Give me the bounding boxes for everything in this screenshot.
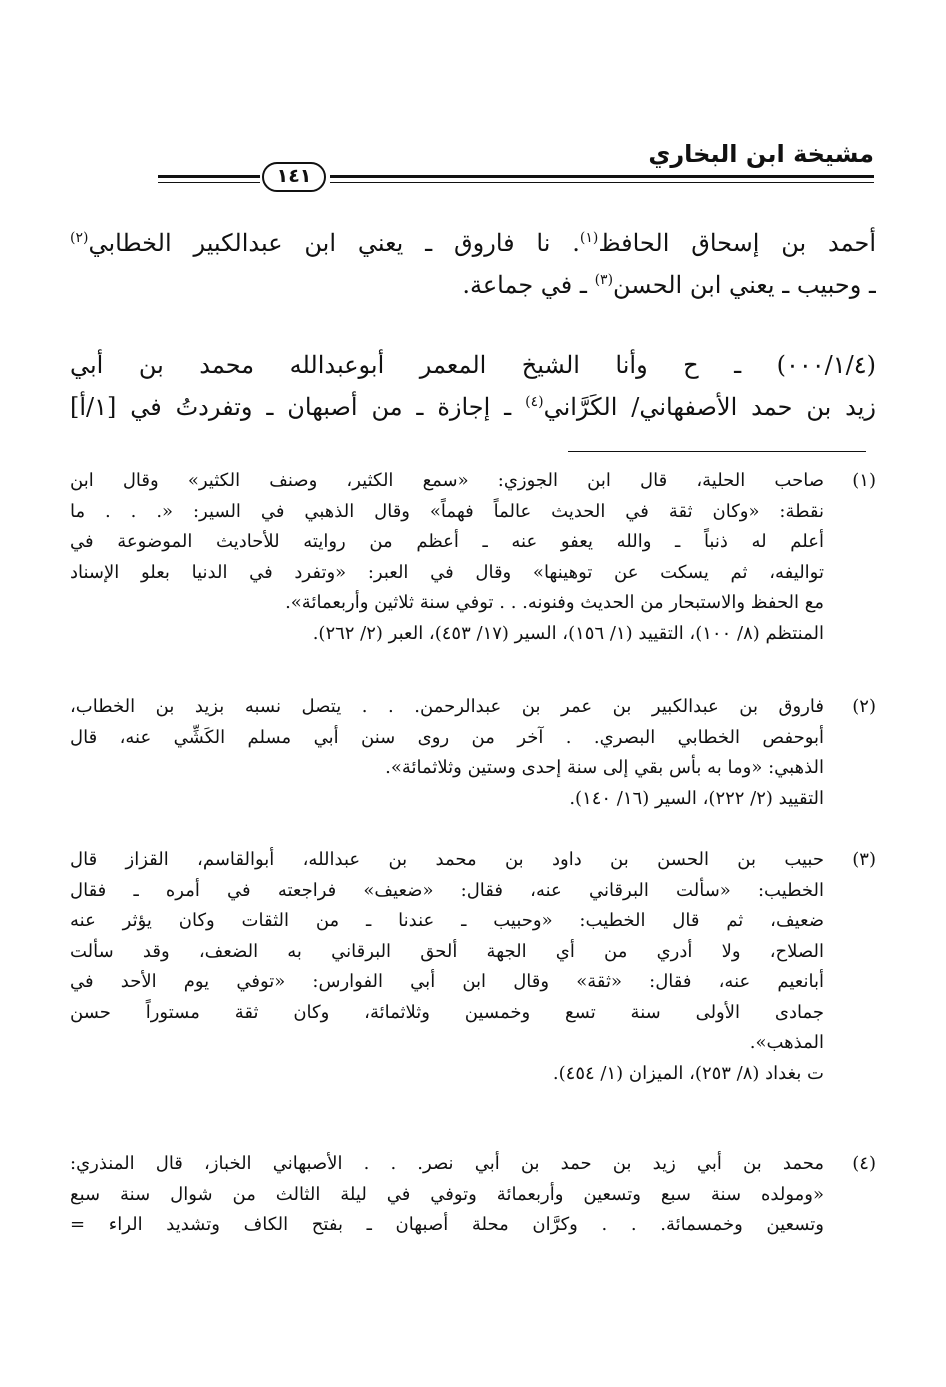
main-line [70, 264, 876, 306]
footnote-line: حبيب بن الحسن بن داود بن محمد بن عبدالله، أبوالقاسم، القزاز قال [70, 849, 824, 870]
footnote-line: المذهب». [749, 1032, 824, 1053]
footnote-line: وتسعين وخمسمائة. . . وكرَّان محلة أصبهان ـ بفتح الكاف وتشديد الراء = [70, 1214, 824, 1235]
footnote-line: تواليفه، ثم يسكت عن توهينها» وقال في العبر: «وتفرد في الدنيا بعلو الإسناد [70, 561, 824, 583]
footnote-line: فاروق بن عبدالكبير بن عمر بن عبدالرحمن. . . يتصل نسبه بزيد بن الخطاب، [70, 696, 824, 717]
main-text-segment: (٠٠٠/١/٤) ـ ح وأنا الشيخ المعمر أبوعبدالله محمد بن أبي [70, 351, 876, 379]
footnote-line: الصلاح، ولا أدري من أي الجهة ألحق البرقاني به الضعف، وقد سألت [70, 940, 824, 962]
main-text-block-1 [70, 222, 876, 306]
footnote-number: (١) [852, 470, 876, 491]
footnote-line: محمد بن أبي زيد بن حمد بن أبي نصر. . . الأصبهاني الخباز، قال المنذري: [70, 1153, 824, 1174]
footnote-number: (٣) [852, 849, 876, 870]
footnote-line: «ومولده سنة سبع وتسعين وأربعمائة وتوفي في ليلة الثالث من شوال سنة سبع [70, 1183, 824, 1205]
footnote-ref: (١) [579, 230, 599, 246]
footnote-line: جمادى الأولى سنة تسع وخمسين وثلاثمائة، وكان ثقة مستوراً حسن [70, 1001, 824, 1023]
main-text-segment: ـ إجازة ـ من أصبهان ـ وتفردتُ في [١/أ] [70, 393, 526, 421]
footnote-line: الذهبي: «وما به بأس بقي إلى سنة إحدى وستين وثلاثمائة». [385, 757, 824, 778]
main-line [70, 344, 876, 386]
page-number: ١٤١ [262, 162, 326, 192]
footnote-line: أبوحفص الخطابي البصري. . آخر من روى سنن أبي مسلم الكَشِّي عنه، قال [70, 726, 824, 748]
main-text-segment: . نا فاروق ـ يعني ابن عبدالكبير الخطابي [88, 229, 580, 257]
footnote-separator [568, 451, 866, 452]
main-line [70, 222, 876, 264]
footnote-citation: التقييد (٢/ ٢٢٢)، السير (١٦/ ١٤٠). [569, 787, 824, 809]
footnote-line: أبانعيم عنه، فقال: «ثقة» وقال ابن أبي الفوارس: «توفي يوم الأحد في [70, 971, 824, 992]
footnote-ref: (٢) [70, 230, 89, 246]
footnote-line: الخطيب: «سألت البرقاني عنه، فقال: «ضعيف» فراجعته في أمره ـ فقال [70, 879, 824, 901]
footnote-line: مع الحفظ والاستبحار من الحديث وفنونه. . . توفي سنة ثلاثين وأربعمائة». [285, 592, 824, 613]
footnote-ref: (٣) [594, 272, 614, 288]
footnote-4 [70, 1149, 876, 1241]
footnote-1 [70, 466, 876, 649]
footnote-line: نقطة: «وكان ثقة في الحديث عالماً فهماً» وقال الذهبي في السير: «. . . ما [70, 500, 824, 522]
running-header-title: مشيخة ابن البخاري [648, 140, 874, 168]
main-line [70, 386, 876, 428]
header-rule [330, 175, 874, 183]
main-text-segment: زيد بن حمد الأصفهاني/ الكَرَّاني [543, 393, 876, 421]
main-text-segment: ـ وحبيب ـ يعني ابن الحسن [613, 271, 876, 299]
footnote-number: (٤) [852, 1153, 876, 1174]
footnote-number: (٢) [852, 696, 876, 717]
footnote-3 [70, 845, 876, 1089]
footnote-citation: المنتظم (٨/ ١٠٠)، التقييد (١/ ١٥٦)، السير (١٧/ ٤٥٣)، العبر (٢/ ٢٦٢). [312, 622, 824, 644]
main-text-segment: ـ في جماعة. [462, 271, 595, 299]
footnote-citation: ت بغداد (٨/ ٢٥٣)، الميزان (١/ ٤٥٤). [552, 1062, 824, 1084]
main-text-segment: أحمد بن إسحاق الحافظ [598, 229, 876, 257]
footnote-line: أعلم له ذنباً ـ والله يعفو عنه ـ أعظم من روايته للأحاديث الموضوعة في [70, 531, 824, 552]
header-rule-left [158, 175, 260, 183]
footnote-line: صاحب الحلية، قال ابن الجوزي: «سمع الكثير، وصنف الكثير» وقال ابن [70, 470, 824, 491]
footnote-ref: (٤) [525, 394, 544, 410]
footnote-line: ضعيف، ثم قال الخطيب: «وحبيب ـ عندنا ـ من الثقات وكان يؤثر عنه [70, 910, 824, 931]
main-text-block-2 [70, 344, 876, 428]
footnote-2 [70, 692, 876, 814]
